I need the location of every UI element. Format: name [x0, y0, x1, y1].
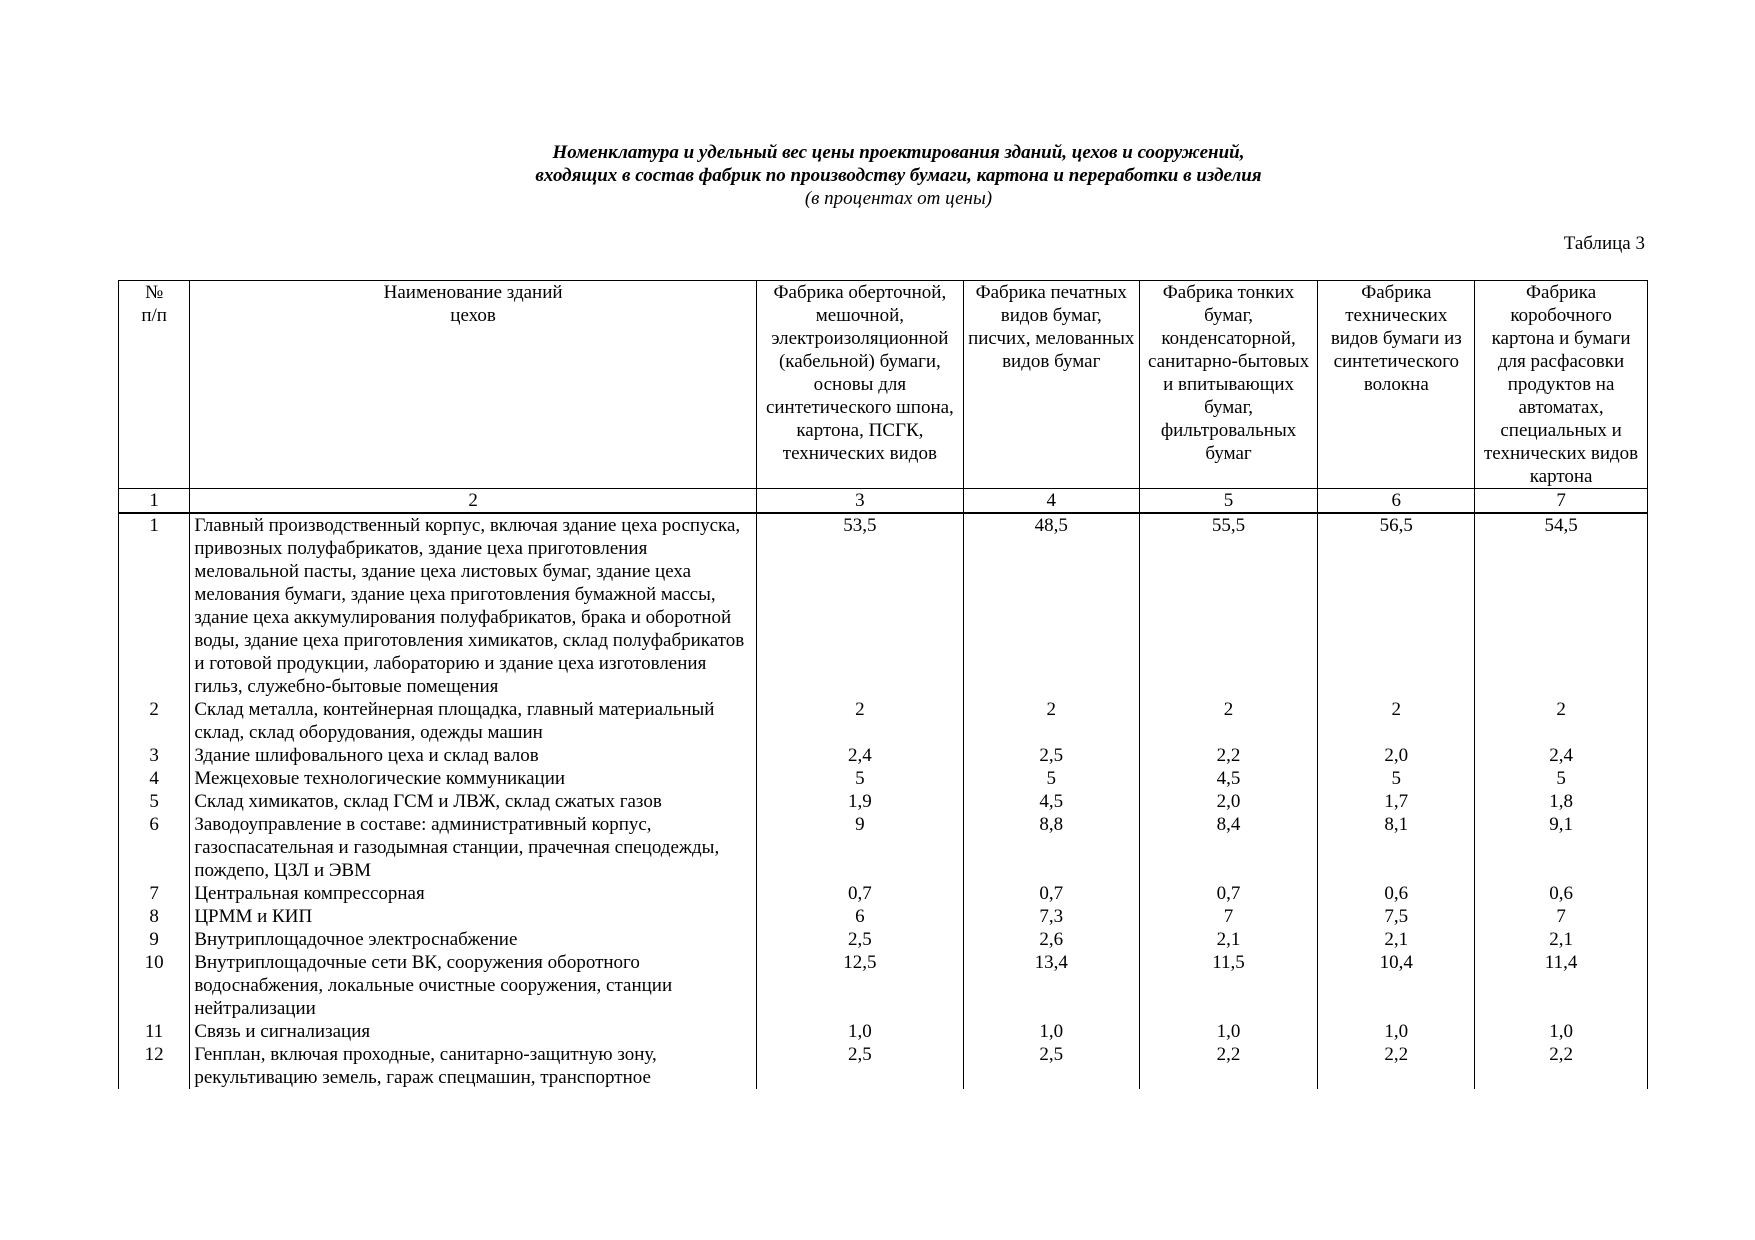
table-row: [119, 790, 1648, 813]
cell-col3: 2: [756, 698, 963, 744]
column-number: 6: [1318, 489, 1475, 514]
row-name: Межцеховые технологические коммуникации: [190, 767, 757, 790]
cell-col6: 2,0: [1318, 744, 1475, 767]
header-col4: Фабрика печатных видов бумаг, писчих, мелованных видов бумаг: [963, 281, 1139, 489]
header-name: Наименование зданий цехов: [190, 281, 757, 489]
cell-col5: 1,0: [1139, 1020, 1318, 1043]
cell-col4: 2,5: [963, 1043, 1139, 1089]
header-row: [119, 281, 1648, 489]
cell-col3: 2,4: [756, 744, 963, 767]
column-number: 7: [1475, 489, 1648, 514]
table-row: [119, 928, 1648, 951]
price-share-table: [118, 280, 1648, 1089]
table-label: Таблица 3: [1563, 233, 1645, 254]
column-number: 2: [190, 489, 757, 514]
cell-col4: 5: [963, 767, 1139, 790]
table-row: [119, 951, 1648, 1020]
row-number: 11: [119, 1020, 190, 1043]
row-name: ЦРММ и КИП: [190, 905, 757, 928]
table-row: [119, 1020, 1648, 1043]
cell-col6: 2,1: [1318, 928, 1475, 951]
header-num: № п/п: [119, 281, 190, 489]
title-line-1: Номенклатура и удельный вес цены проектирования зданий, цехов и сооружений,: [552, 142, 1245, 163]
cell-col4: 1,0: [963, 1020, 1139, 1043]
cell-col3: 2,5: [756, 928, 963, 951]
row-number: 10: [119, 951, 190, 1020]
row-name: Склад металла, контейнерная площадка, главный материальный склад, склад оборудования, одежды машин: [190, 698, 757, 744]
column-number: 1: [119, 489, 190, 514]
cell-col7: 11,4: [1475, 951, 1648, 1020]
table-row: [119, 813, 1648, 882]
row-name: Заводоуправление в составе: административный корпус, газоспасательная и газодымная станции, прачечная спецодежды, пождепо, ЦЗЛ и ЭВМ: [190, 813, 757, 882]
row-number: 2: [119, 698, 190, 744]
table-row: [119, 882, 1648, 905]
cell-col7: 9,1: [1475, 813, 1648, 882]
row-number: 9: [119, 928, 190, 951]
cell-col4: 7,3: [963, 905, 1139, 928]
cell-col3: 5: [756, 767, 963, 790]
cell-col6: 10,4: [1318, 951, 1475, 1020]
row-number: 6: [119, 813, 190, 882]
cell-col7: 2,2: [1475, 1043, 1648, 1089]
cell-col4: 48,5: [963, 513, 1139, 698]
column-number: 3: [756, 489, 963, 514]
cell-col5: 2,1: [1139, 928, 1318, 951]
cell-col5: 2: [1139, 698, 1318, 744]
header-col7: Фабрика коробочного картона и бумаги для расфасовки продуктов на автоматах, специальных и технических видов картона: [1475, 281, 1648, 489]
row-number: 5: [119, 790, 190, 813]
cell-col6: 0,6: [1318, 882, 1475, 905]
cell-col4: 2,6: [963, 928, 1139, 951]
column-number: 4: [963, 489, 1139, 514]
cell-col3: 6: [756, 905, 963, 928]
header-col5: Фабрика тонких бумаг, конденсаторной, санитарно-бытовых и впитывающих бумаг, фильтровальных бумаг: [1139, 281, 1318, 489]
cell-col4: 4,5: [963, 790, 1139, 813]
cell-col3: 0,7: [756, 882, 963, 905]
row-number: 12: [119, 1043, 190, 1089]
table-row: [119, 767, 1648, 790]
table-row: [119, 698, 1648, 744]
document-title-block: [0, 141, 1755, 210]
cell-col7: 7: [1475, 905, 1648, 928]
cell-col5: 2,0: [1139, 790, 1318, 813]
cell-col6: 7,5: [1318, 905, 1475, 928]
cell-col4: 8,8: [963, 813, 1139, 882]
cell-col7: 2: [1475, 698, 1648, 744]
title-line-2: входящих в состав фабрик по производству бумаги, картона и переработки в изделия: [535, 165, 1262, 186]
row-number: 4: [119, 767, 190, 790]
cell-col4: 2: [963, 698, 1139, 744]
row-name: Внутриплощадочные сети ВК, сооружения оборотного водоснабжения, локальные очистные сооружения, станции нейтрализации: [190, 951, 757, 1020]
cell-col5: 2,2: [1139, 1043, 1318, 1089]
row-number: 8: [119, 905, 190, 928]
row-name: Связь и сигнализация: [190, 1020, 757, 1043]
cell-col7: 5: [1475, 767, 1648, 790]
cell-col7: 54,5: [1475, 513, 1648, 698]
row-name: Внутриплощадочное электроснабжение: [190, 928, 757, 951]
row-number: 7: [119, 882, 190, 905]
cell-col5: 55,5: [1139, 513, 1318, 698]
cell-col4: 13,4: [963, 951, 1139, 1020]
cell-col5: 0,7: [1139, 882, 1318, 905]
cell-col6: 2: [1318, 698, 1475, 744]
cell-col3: 1,0: [756, 1020, 963, 1043]
cell-col7: 2,1: [1475, 928, 1648, 951]
cell-col6: 5: [1318, 767, 1475, 790]
cell-col7: 0,6: [1475, 882, 1648, 905]
table-row: [119, 905, 1648, 928]
cell-col4: 2,5: [963, 744, 1139, 767]
cell-col6: 1,0: [1318, 1020, 1475, 1043]
cell-col3: 1,9: [756, 790, 963, 813]
header-col6: Фабрика технических видов бумаги из синтетического волокна: [1318, 281, 1475, 489]
title-subtitle: (в процентах от цены): [804, 188, 993, 209]
column-number: 5: [1139, 489, 1318, 514]
row-name: Здание шлифовального цеха и склад валов: [190, 744, 757, 767]
cell-col4: 0,7: [963, 882, 1139, 905]
row-number: 1: [119, 513, 190, 698]
cell-col3: 9: [756, 813, 963, 882]
row-name: Главный производственный корпус, включая здание цеха роспуска, привозных полуфабрикатов, здание цеха приготовления меловальной пасты, здание цеха листовых бумаг, здание цеха мелования бумаги, здание цеха приготовления бумажной массы, здание цеха аккумулирования полуфабрикатов, брака и оборотной воды, здание цеха приготовления химикатов, склад полуфабрикатов и готовой продукции, лабораторию и здание цеха изготовления гильз, служебно-бытовые помещения: [190, 513, 757, 698]
cell-col3: 2,5: [756, 1043, 963, 1089]
column-numbers-row: [119, 489, 1648, 514]
row-name: Склад химикатов, склад ГСМ и ЛВЖ, склад сжатых газов: [190, 790, 757, 813]
row-name: Центральная компрессорная: [190, 882, 757, 905]
table-row: [119, 1043, 1648, 1089]
table-row: [119, 744, 1648, 767]
cell-col6: 56,5: [1318, 513, 1475, 698]
row-number: 3: [119, 744, 190, 767]
cell-col3: 53,5: [756, 513, 963, 698]
row-name: Генплан, включая проходные, санитарно-защитную зону, рекультивацию земель, гараж спецмашин, транспортное: [190, 1043, 757, 1089]
cell-col6: 2,2: [1318, 1043, 1475, 1089]
cell-col3: 12,5: [756, 951, 963, 1020]
cell-col5: 11,5: [1139, 951, 1318, 1020]
cell-col7: 1,8: [1475, 790, 1648, 813]
cell-col5: 8,4: [1139, 813, 1318, 882]
cell-col5: 2,2: [1139, 744, 1318, 767]
cell-col7: 2,4: [1475, 744, 1648, 767]
table-row: [119, 513, 1648, 698]
cell-col7: 1,0: [1475, 1020, 1648, 1043]
cell-col6: 1,7: [1318, 790, 1475, 813]
header-col3: Фабрика оберточной, мешочной, электроизоляционной (кабельной) бумаги, основы для синтетического шпона, картона, ПСГК, технических видов: [756, 281, 963, 489]
cell-col6: 8,1: [1318, 813, 1475, 882]
cell-col5: 4,5: [1139, 767, 1318, 790]
cell-col5: 7: [1139, 905, 1318, 928]
